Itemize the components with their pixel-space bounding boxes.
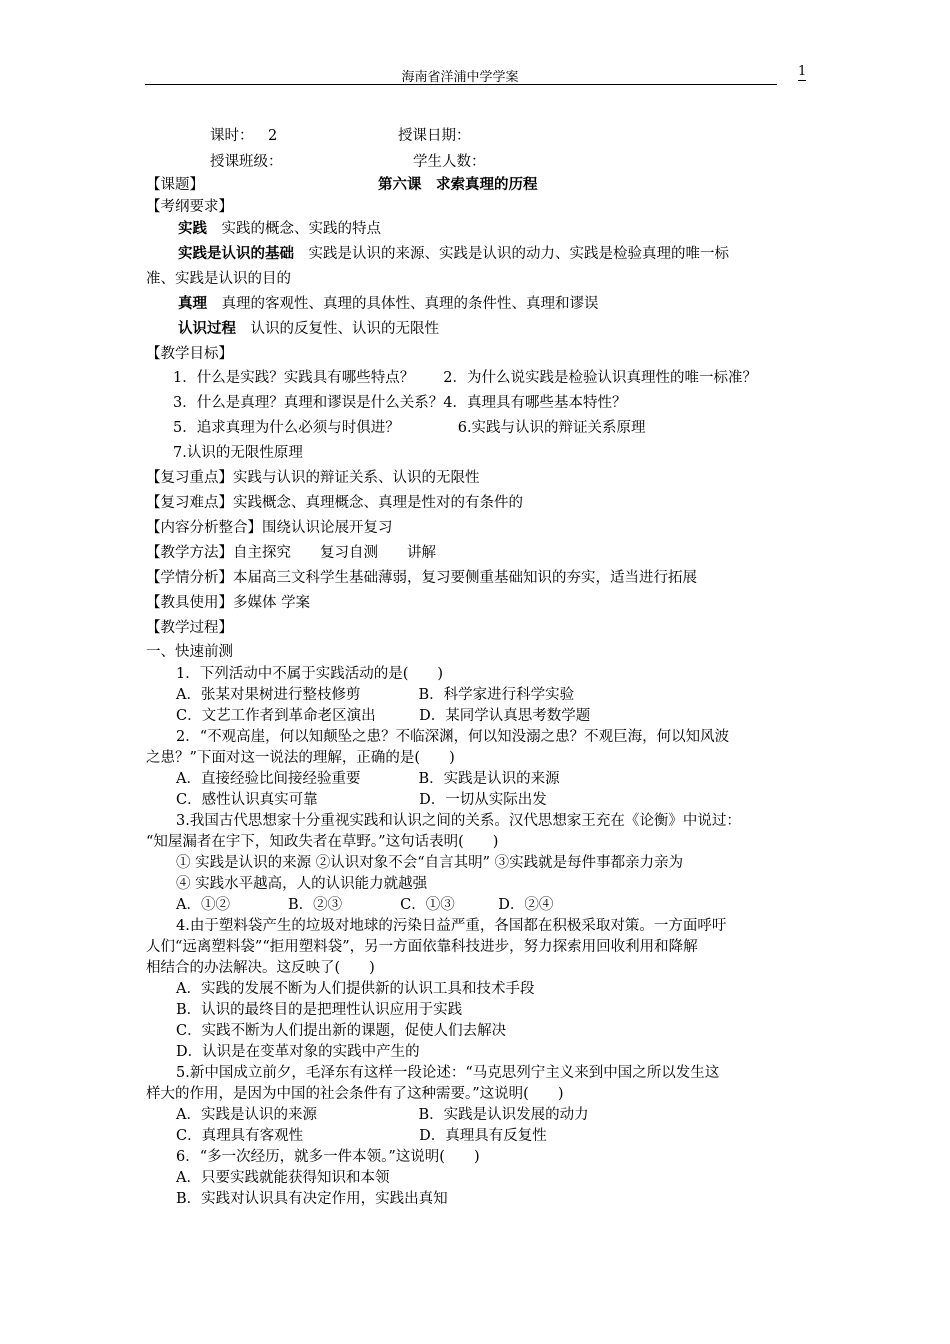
question-option: A．①② B．②③ C．①③ D．②④ [176,897,554,913]
question-line: 2．“不观高崖，何以知颠坠之患？不临深渊，何以知没溺之患？不观巨海，何以知风波 [176,729,730,745]
students-label: 学生人数： [413,154,486,170]
header-title: 海南省洋浦中学学案 [401,70,519,85]
syllabus-term: 真理 [178,295,207,312]
syllabus-item-basis-cont: 准、实践是认识的目的 [146,271,291,287]
goal-line: 5．追求真理为什么必须与时俱进？ 6.实践与认识的辩证关系原理 [173,420,646,436]
syllabus-item-truth [178,294,599,314]
teaching-method: 【教学方法】自主探究 复习自测 讲解 [146,545,436,561]
question-option: C．感性认识真实可靠 D．一切从实际出发 [176,792,547,808]
question-statement: ④ 实践水平越高，人的认识能力就越强 [176,876,428,892]
question-line: 3.我国古代思想家十分重视实践和认识之间的关系。汉代思想家王充在《论衡》中说过： [176,813,741,829]
question-option: A．直接经验比间接经验重要 B．实践是认识的来源 [176,771,560,787]
question-option: C．实践不断为人们提出新的课题，促使人们去解决 [176,1023,507,1039]
syllabus-text: 认识的反复性、认识的无限性 [236,321,439,337]
syllabus-text: 实践的概念、实践的特点 [207,221,381,237]
question-line: 人们“远离塑料袋”“拒用塑料袋”，另一方面依靠科技进步，努力探索用回收利用和降解 [146,939,698,955]
syllabus-label: 【考纲要求】 [146,199,233,215]
syllabus-term: 实践是认识的基础 [178,245,294,262]
syllabus-text: 真理的客观性、真理的具体性、真理的条件性、真理和谬误 [207,296,599,312]
question-option: A．只要实践就能获得知识和本领 [176,1170,390,1186]
question-option: A．实践的发展不断为人们提供新的认识工具和技术手段 [176,981,535,997]
review-focus: 【复习重点】实践与认识的辩证关系、认识的无限性 [146,470,480,486]
question-option: B．实践对认识具有决定作用，实践出真知 [176,1191,448,1207]
teaching-tools: 【教具使用】多媒体 学案 [146,595,311,611]
syllabus-item-process [178,319,439,339]
question-line: 4.由于塑料袋产生的垃圾对地球的污染日益严重，各国都在积极采取对策。一方面呼吁 [176,918,727,934]
question-option: D．认识是在变革对象的实践中产生的 [176,1044,420,1060]
question-line: 相结合的办法解决。这反映了( ) [146,960,375,976]
question-line: 5.新中国成立前夕，毛泽东有这样一段论述：“马克思列宁主义来到中国之所以发生这 [176,1065,720,1081]
class-label: 授课班级： [210,154,283,170]
syllabus-term: 认识过程 [178,320,236,337]
question-option: A．实践是认识的来源 B．实践是认识发展的动力 [176,1107,589,1123]
question-statement: ① 实践是认识的来源 ②认识对象不会“自言其明” ③实践就是每件事都亲力亲为 [176,855,684,871]
question-line: 样大的作用，是因为中国的社会条件有了这种需要。”这说明( ) [146,1086,564,1102]
question-line: 之患？”下面对这一说法的理解，正确的是( ) [146,750,455,766]
topic-label: 【课题】 [146,177,204,193]
syllabus-item-basis [178,244,729,264]
lesson-title: 第六课 求索真理的历程 [378,176,538,193]
question-option: C．真理具有客观性 D．真理具有反复性 [176,1128,547,1144]
goal-line: 7.认识的无限性原理 [173,445,303,461]
question-option: A．张某对果树进行整枝修剪 B．科学家进行科学实验 [176,687,575,703]
header-rule [145,84,777,85]
question-line: 1．下列活动中不属于实践活动的是( ) [176,666,444,682]
question-option: C．文艺工作者到革命老区演出 D．某同学认真思考数学题 [176,708,591,724]
section-heading: 一、快速前测 [146,644,233,660]
syllabus-text: 实践是认识的来源、实践是认识的动力、实践是检验真理的唯一标 [294,246,729,262]
hours-value: 2 [268,128,278,144]
review-difficulty: 【复习难点】实践概念、真理概念、真理是性对的有条件的 [146,495,523,511]
hours-label: 课时： [210,128,254,144]
student-analysis: 【学情分析】本届高三文科学生基础薄弱，复习要侧重基础知识的夯实，适当进行拓展 [146,570,697,586]
goal-line: 1．什么是实践？实践具有哪些特点？ 2．为什么说实践是检验认识真理性的唯一标准？ [173,370,757,386]
question-line: “知屋漏者在宇下，知政失者在草野。”这句话表明( ) [146,834,499,850]
date-label: 授课日期： [398,128,471,144]
teaching-process: 【教学过程】 [146,620,233,636]
question-line: 6．“多一次经历，就多一件本领。”这说明( ) [176,1149,480,1165]
content-analysis: 【内容分析整合】围绕认识论展开复习 [146,520,393,536]
question-option: B．认识的最终目的是把理性认识应用于实践 [176,1002,463,1018]
syllabus-item-practice [178,219,381,239]
page-number: 1 [798,64,807,79]
goal-line: 3．什么是真理？真理和谬误是什么关系？4．真理具有哪些基本特性？ [173,395,627,411]
syllabus-term: 实践 [178,220,207,237]
goals-label: 【教学目标】 [146,346,233,362]
